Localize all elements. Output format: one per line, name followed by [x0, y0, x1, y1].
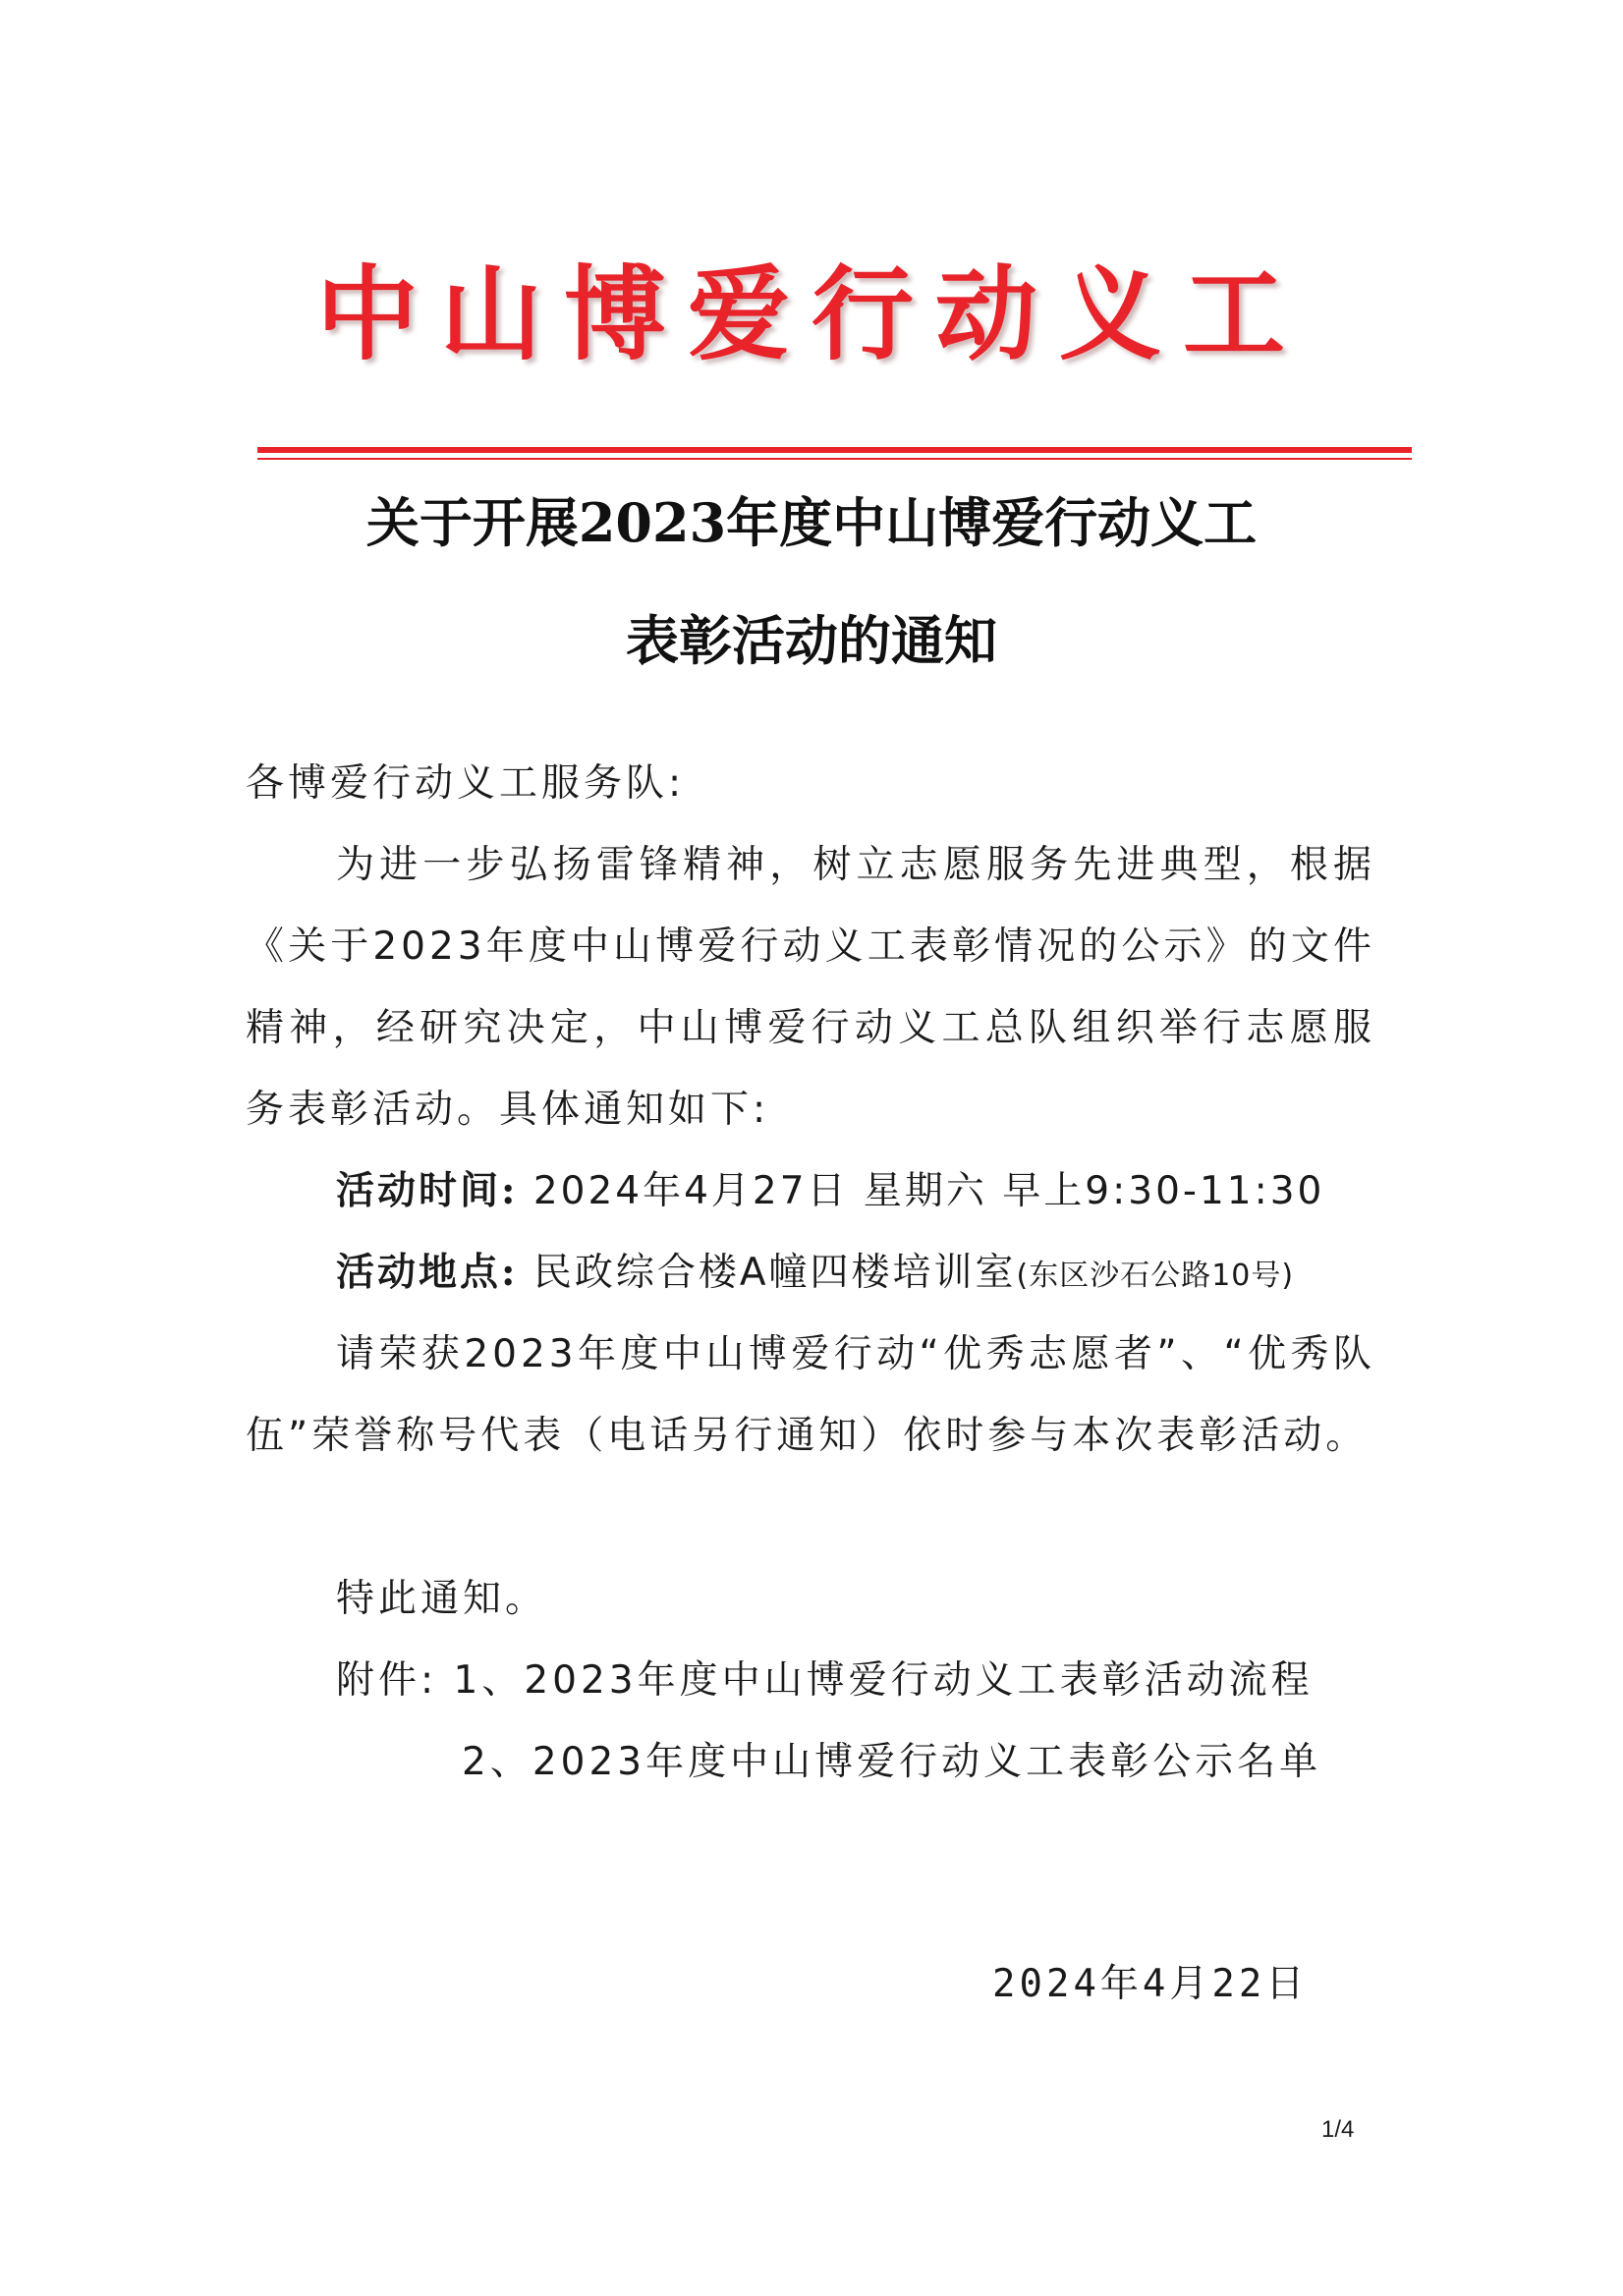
letterhead-rule-thin [257, 458, 1412, 460]
paragraph-intro: 为进一步弘扬雷锋精神，树立志愿服务先进典型，根据《关于2023年度中山博爱行动义工表彰情况的公示》的文件精神，经研究决定，中山博爱行动义工总队组织举行志愿服务表彰活动。具体通知如下: [246, 843, 1375, 1132]
event-place-address: (东区沙石公路10号) [1016, 1259, 1295, 1293]
page-number: 1/4 [1321, 2116, 1355, 2143]
event-place-label: 活动地点: [336, 1250, 519, 1295]
attachment-item-1: 附件: 1、2023年度中山博爱行动义工表彰活动流程 [336, 1658, 1314, 1703]
event-time-value: 2024年4月27日 星期六 早上9:30-11:30 [532, 1169, 1325, 1213]
letterhead-org-name: 中山博爱行动义工 [315, 253, 1307, 374]
notice-title-line-2: 表彰活动的通知 [626, 609, 997, 672]
closing-line: 特此通知。 [336, 1577, 548, 1621]
attachment-item-2: 2、2023年度中山博爱行动义工表彰公示名单 [462, 1740, 1322, 1784]
event-time-row [336, 1150, 1324, 1232]
event-place-value: 民政综合楼A幢四楼培训室 [532, 1251, 1017, 1295]
paragraph-invitation: 请荣获2023年度中山博爱行动“优秀志愿者”、“优秀队伍”荣誉称号代表（电话另行通知）依时参与本次表彰活动。 [246, 1332, 1375, 1458]
notice-title-line-1: 关于开展2023年度中山博爱行动义工 [365, 491, 1258, 554]
salutation: 各博爱行动义工服务队: [246, 761, 686, 806]
issue-date: 2024年4月22日 [992, 1962, 1309, 2006]
letterhead-rule-thick [257, 447, 1412, 453]
event-place-row [336, 1232, 1294, 1316]
event-time-label: 活动时间: [336, 1168, 519, 1213]
